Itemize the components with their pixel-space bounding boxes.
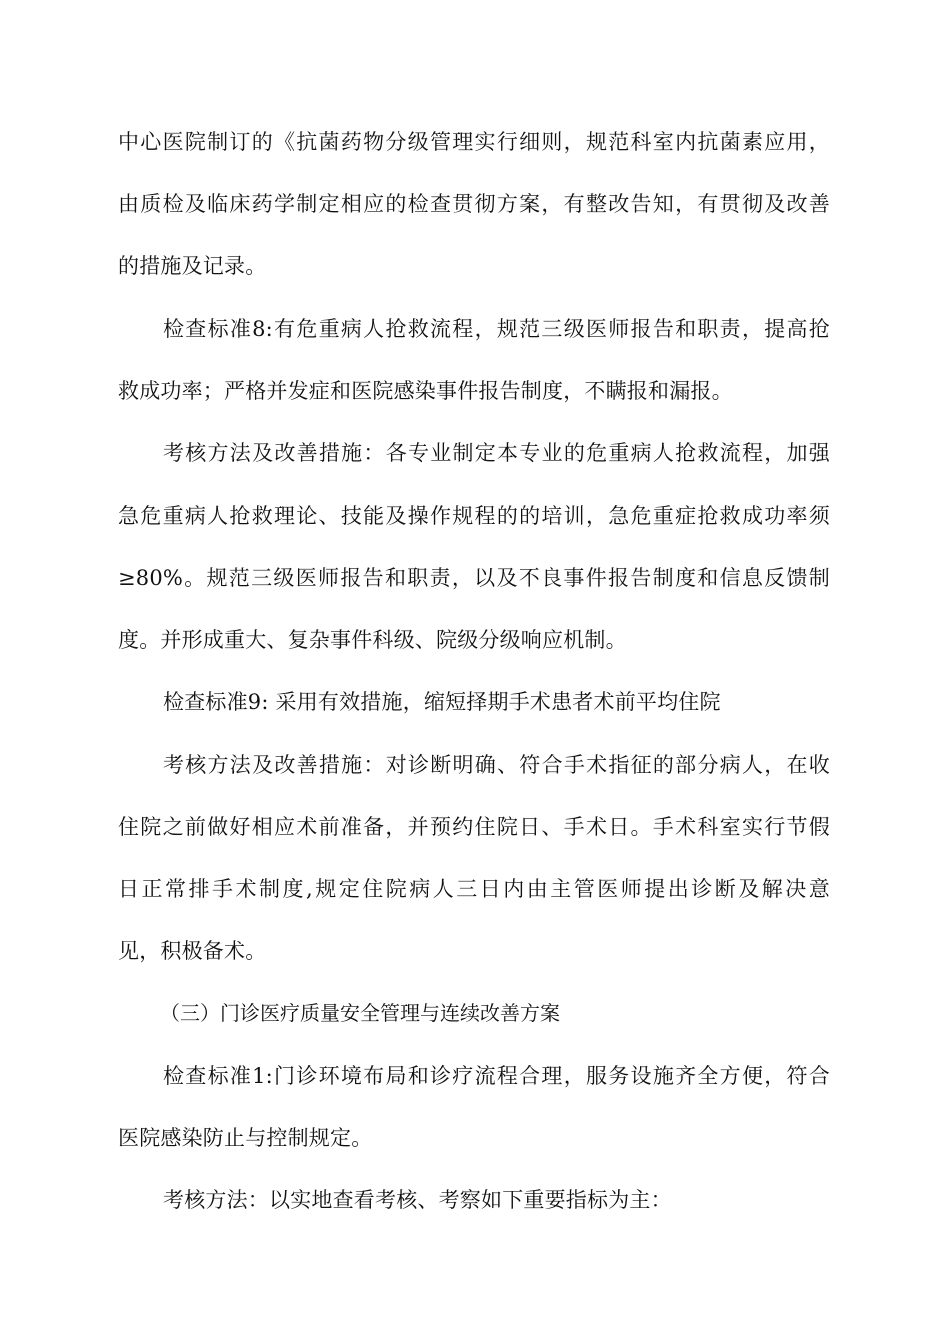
- standard-9-line: 检查标准9: 采用有效措施，缩短择期手术患者术前平均住院: [163, 690, 721, 714]
- standard-1-line: 检查标准1:门诊环境布局和诊疗流程合理，服务设施齐全方便，符合: [163, 1064, 830, 1088]
- paragraph-line: 救成功率；严格并发症和医院感染事件报告制度，不瞒报和漏报。: [118, 379, 733, 403]
- paragraph-line: 医院感染防止与控制规定。: [118, 1126, 373, 1150]
- paragraph-line: 日正常排手术制度,规定住院病人三日内由主管医师提出诊断及解决意: [118, 877, 830, 901]
- paragraph-line: 由质检及临床药学制定相应的检查贯彻方案，有整改告知，有贯彻及改善: [118, 192, 830, 216]
- paragraph-line: 急危重病人抢救理论、技能及操作规程的的培训，急危重症抢救成功率须: [118, 504, 830, 528]
- paragraph-line: 中心医院制订的《抗菌药物分级管理实行细则，规范科室内抗菌素应用，: [118, 130, 830, 154]
- standard-8-line: 检查标准8:有危重病人抢救流程，规范三级医师报告和职责，提高抢: [163, 317, 830, 341]
- section-heading: （三）门诊医疗质量安全管理与连续改善方案: [160, 1001, 560, 1025]
- method-line: 考核方法及改善措施：各专业制定本专业的危重病人抢救流程，加强: [163, 441, 830, 465]
- paragraph-line: 度。并形成重大、复杂事件科级、院级分级响应机制。: [118, 628, 627, 652]
- paragraph-line: 的措施及记录。: [118, 254, 267, 278]
- method-line: 考核方法：以实地查看考核、考察如下重要指标为主：: [163, 1188, 672, 1212]
- paragraph-line: ≥80%。规范三级医师报告和职责，以及不良事件报告制度和信息反馈制: [118, 566, 830, 590]
- method-line: 考核方法及改善措施：对诊断明确、符合手术指征的部分病人，在收: [163, 753, 830, 777]
- paragraph-line: 住院之前做好相应术前准备，并预约住院日、手术日。手术科室实行节假: [118, 815, 830, 839]
- paragraph-line: 见，积极备术。: [118, 939, 267, 963]
